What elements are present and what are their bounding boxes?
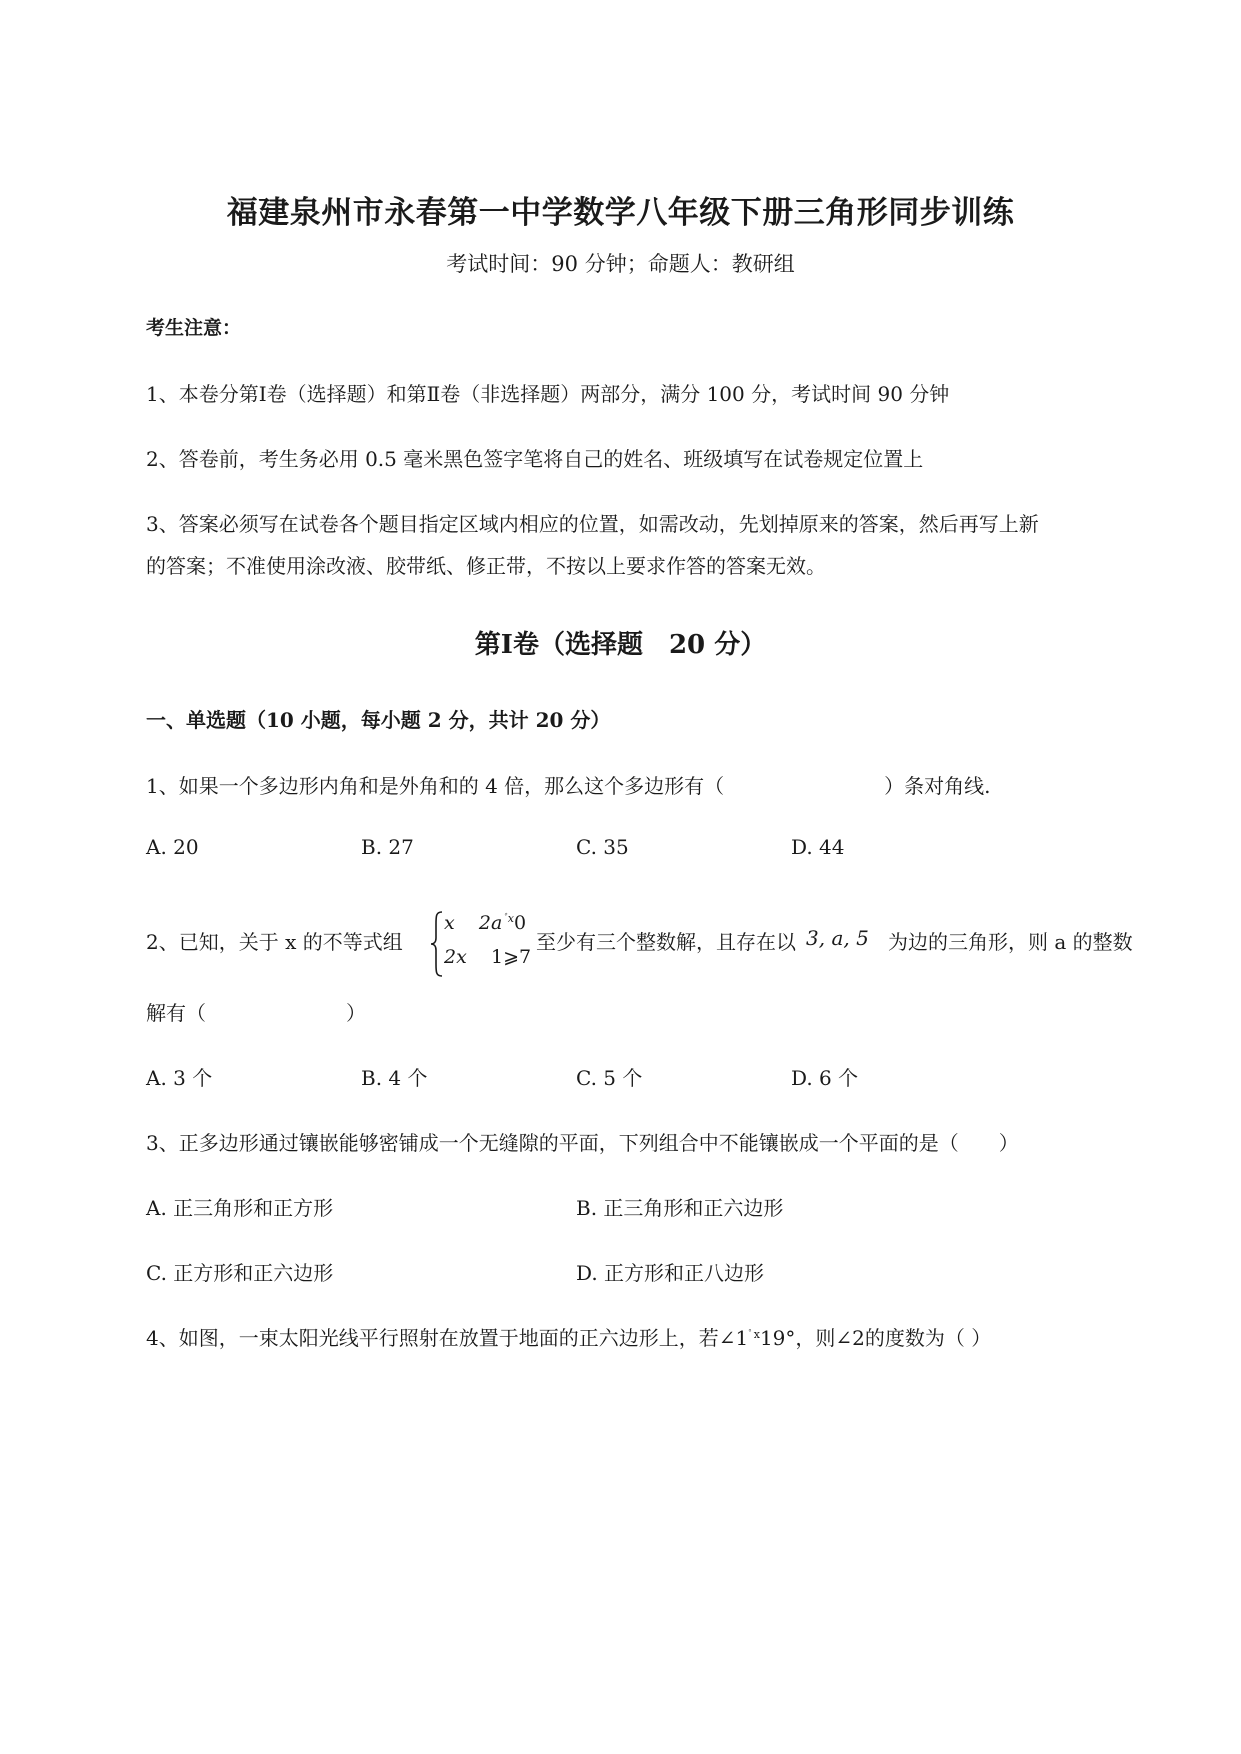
exam-title: 福建泉州市永春第一中学数学八年级下册三角形同步训练 [226,195,1015,231]
notice-item-2: 2、答卷前，考生务必用 0.5 毫米黑色签字笔将自己的姓名、班级填写在试卷规定位置上 [146,447,924,471]
question-1-option-a: A. 20 [146,835,199,859]
question-4-stem-pre: 4、如图，一束太阳光线平行照射在放置于地面的正六边形上，若 [146,1326,719,1350]
question-1-option-b: B. 27 [361,835,414,859]
question-2-option-b: B. 4 个 [361,1066,428,1090]
question-1-stem: 1、如果一个多边形内角和是外角和的 4 倍，那么这个多边形有（ ）条对角线. [146,774,991,798]
question-4-stem-mid: ，则 [795,1326,836,1350]
inequality-line-2 [444,946,531,968]
question-4-angle-1-value: 19° [759,1326,796,1350]
inequality-line-1 [444,912,526,934]
inequality-line-1-end: 0 [514,912,527,934]
question-2-stem-post: 为边的三角形，则 a 的整数 [888,930,1133,954]
part-title: 一、单选题（10 小题，每小题 2 分，共计 20 分） [146,708,611,732]
question-4-angle-1-symbol: ﾟx [748,1328,760,1341]
question-3-option-d: D. 正方形和正八边形 [576,1261,765,1285]
question-3-option-b: B. 正三角形和正六边形 [576,1196,784,1220]
inequality-line-1-rest: 2a [478,912,503,934]
question-2-option-a: A. 3 个 [146,1066,213,1090]
question-4-stem [146,1322,991,1351]
exam-subtitle: 考试时间：90 分钟；命题人：教研组 [446,252,795,276]
notice-item-3-line-2: 的答案；不准使用涂改液、胶带纸、修正带，不按以上要求作答的答案无效。 [146,554,826,578]
left-brace-icon [430,910,444,978]
inequality-line-1-var: x [444,912,455,934]
inequality-line-2-rest: 1⩾7 [490,946,532,968]
question-2-stem-mid: 至少有三个整数解，且存在以 [536,930,796,954]
question-3-stem: 3、正多边形通过镶嵌能够密铺成一个无缝隙的平面，下列组合中不能镶嵌成一个平面的是（ ） [146,1131,1019,1155]
question-4-angle-2: ∠2 [835,1326,865,1350]
section-title: 第Ⅰ卷（选择题 20 分） [474,630,767,660]
notice-item-3-line-1: 3、答案必须写在试卷各个题目指定区域内相应的位置，如需改动，先划掉原来的答案，然后再写上新 [146,512,1039,536]
notice-heading: 考生注意： [146,317,242,339]
question-3-option-c: C. 正方形和正六边形 [146,1261,334,1285]
notice-item-1: 1、本卷分第Ⅰ卷（选择题）和第Ⅱ卷（非选择题）两部分，满分 100 分，考试时间 90 分钟 [146,382,950,406]
question-2-triple: 3, a, 5 [806,926,869,950]
question-4-angle-1: ∠1 [718,1326,749,1350]
question-3-option-a: A. 正三角形和正方形 [146,1196,334,1220]
question-4-stem-post: 的度数为（ ） [864,1326,992,1350]
inequality-line-2-var: 2x [444,946,467,968]
inequality-line-1-symbol: ﾟx [502,912,515,925]
question-2-option-d: D. 6 个 [791,1066,859,1090]
question-2-option-c: C. 5 个 [576,1066,643,1090]
question-1-option-d: D. 44 [791,835,845,859]
question-1-option-c: C. 35 [576,835,629,859]
question-2-stem-pre: 2、已知，关于 x 的不等式组 [146,930,403,954]
inequality-system [430,910,532,978]
question-2-stem-line-2: 解有（ ） [146,1001,366,1025]
